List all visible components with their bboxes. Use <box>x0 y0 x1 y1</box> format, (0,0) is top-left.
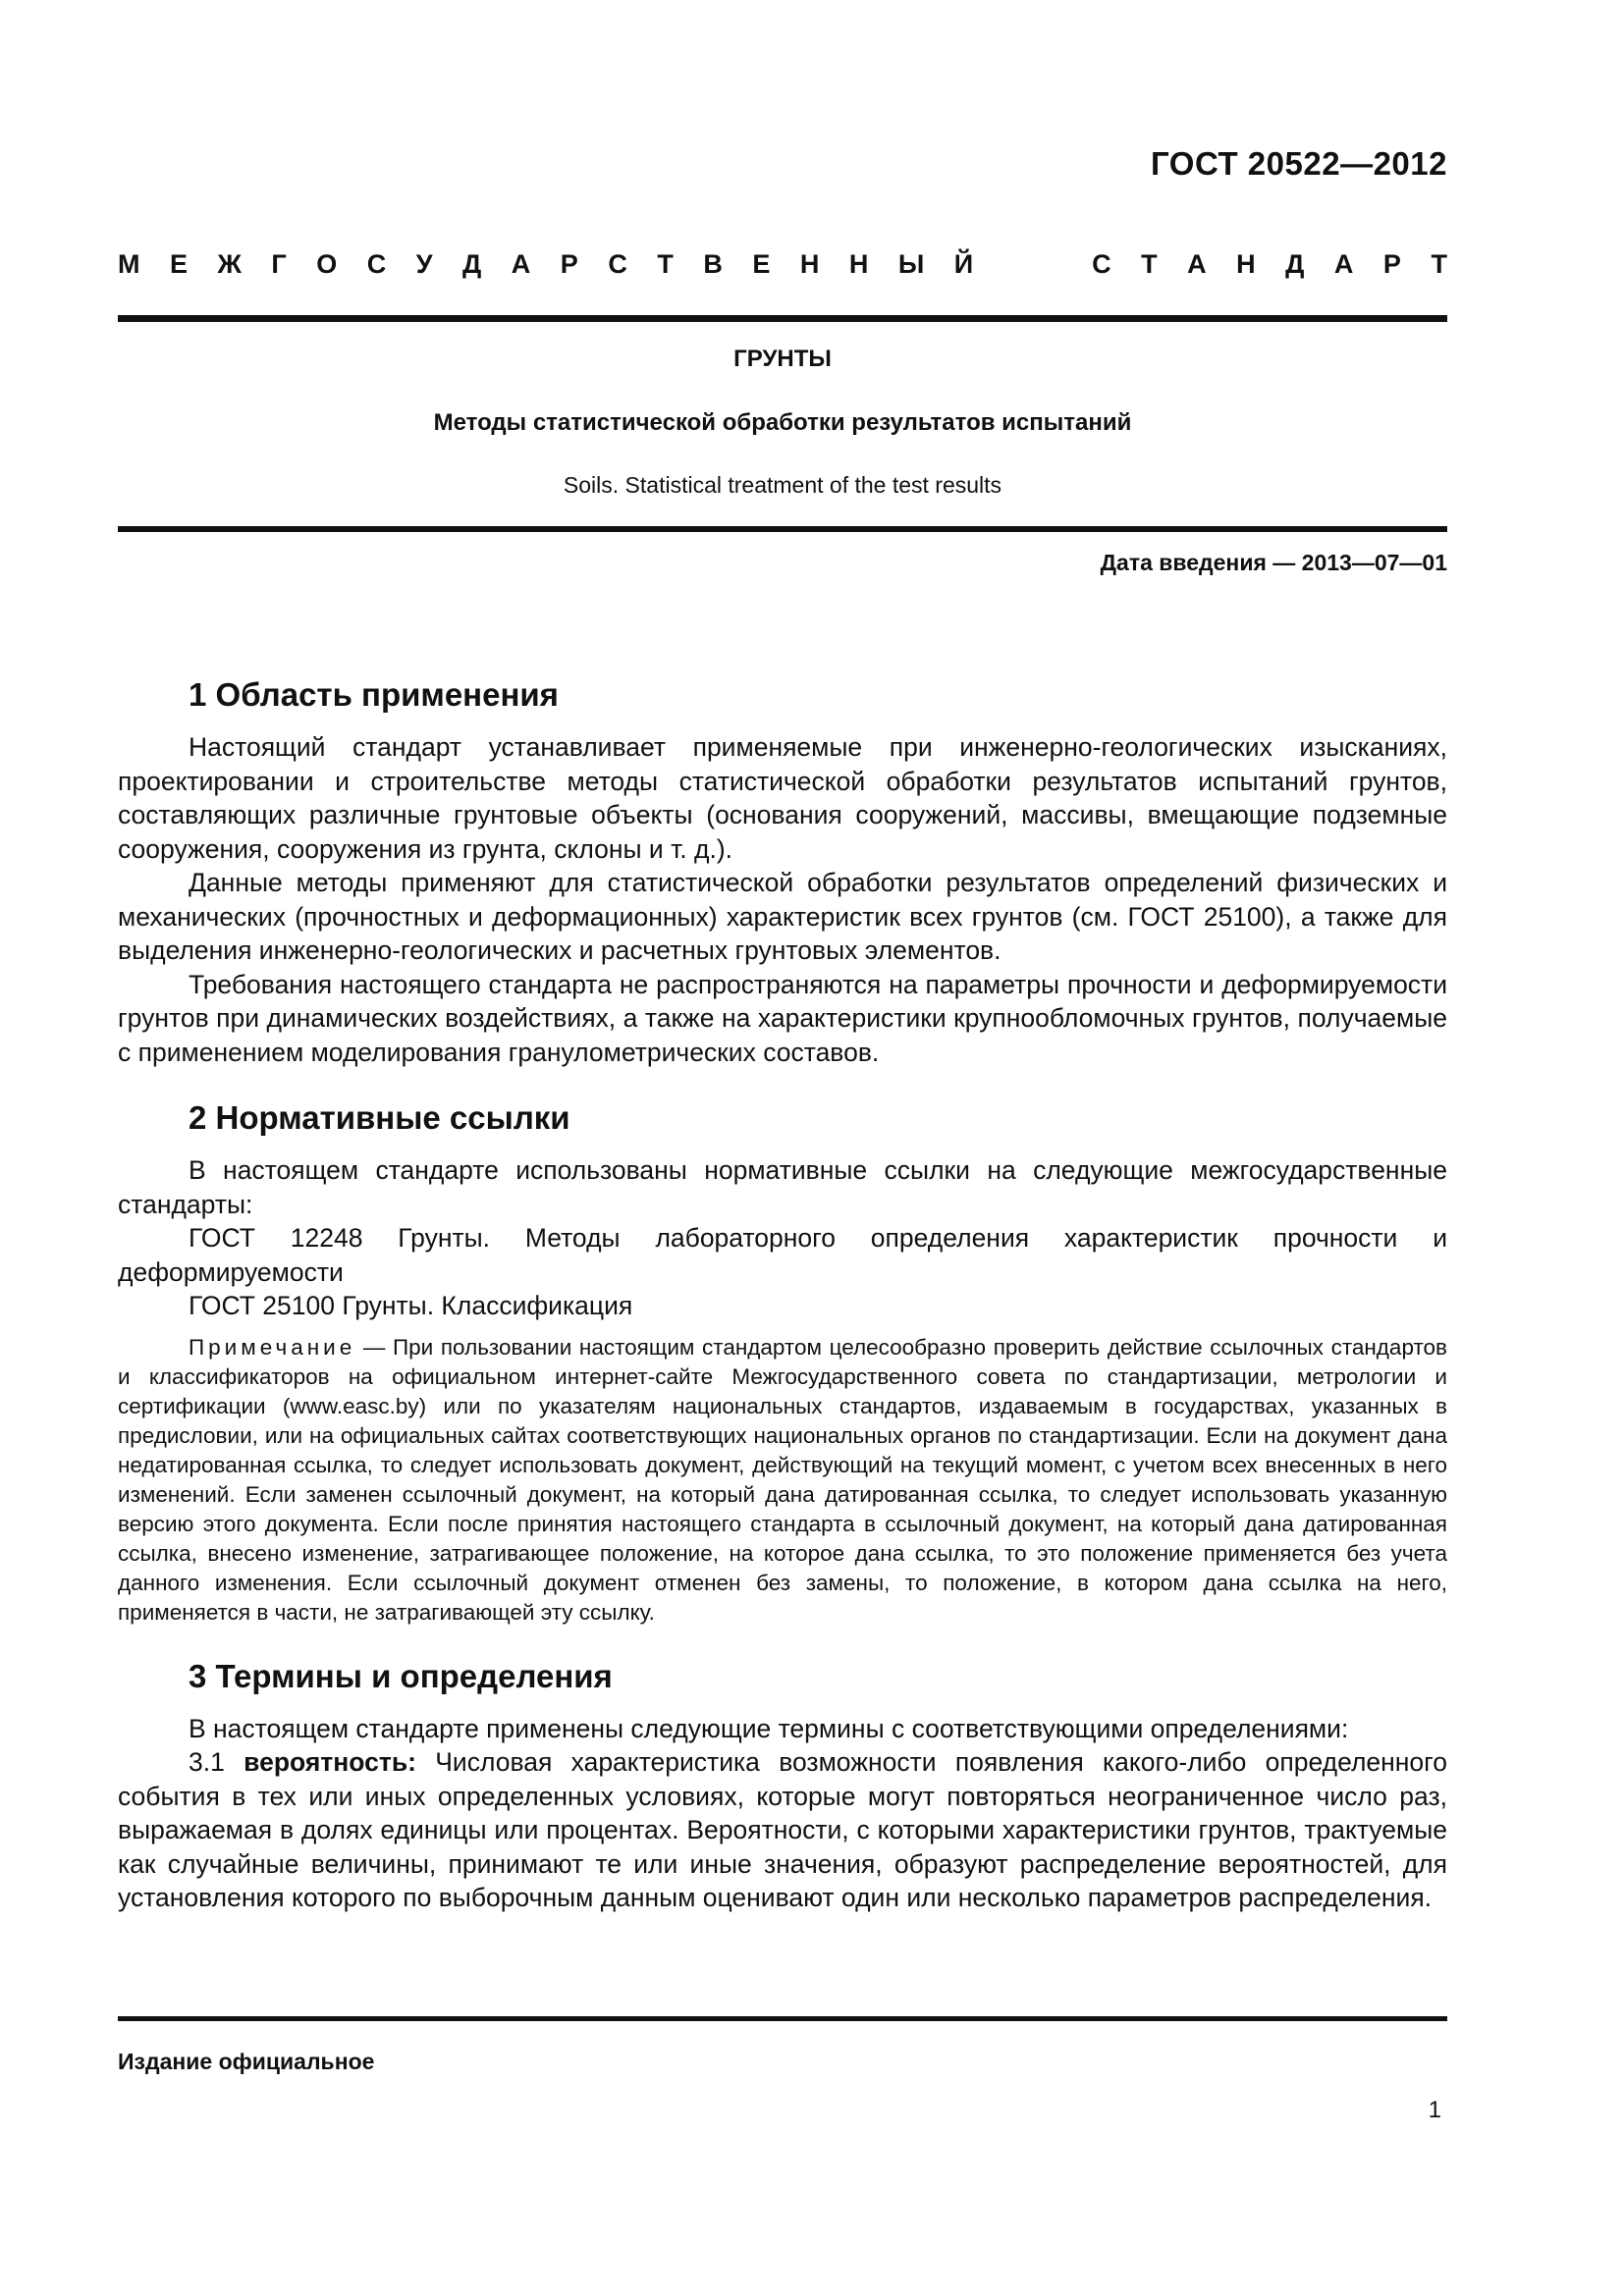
section-2 <box>118 1098 1447 1628</box>
top-rule <box>118 315 1447 322</box>
section-1-paragraph: Требования настоящего стандарта не распространяются на параметры прочности и деформируемости грунтов при динамических воздействиях, а также на характеристики крупнообломочных грунтов, получаемые с применением моделирования гранулометрических составов. <box>118 969 1447 1067</box>
document-code: ГОСТ 20522—2012 <box>1151 145 1447 182</box>
standard-type-gap <box>1003 249 1062 280</box>
document-body <box>118 675 1447 1915</box>
standard-type-letter: Т <box>657 249 674 279</box>
standard-type-letter: Т <box>1141 249 1158 279</box>
standard-type-letter: С <box>608 249 627 279</box>
term-definition <box>118 1745 1447 1915</box>
standard-type-line <box>118 249 1447 280</box>
section-1-paragraph: Настоящий стандарт устанавливает применяемые при инженерно-геологических изысканиях, проектировании и строительстве методы статистической обработки результатов испытаний грунтов, составляющих различные грунтовые объекты (основания сооружений, массивы, вмещающие подземные сооружения, сооружения из грунта, склоны и т. д.). <box>118 732 1447 864</box>
title-rule <box>118 526 1447 532</box>
note-label: Примечание <box>189 1334 356 1360</box>
standard-type-letter: А <box>1333 249 1354 279</box>
standard-type-letter: Т <box>1431 249 1447 279</box>
document-title: ГРУНТЫ <box>733 346 832 372</box>
section-1-paragraph: Данные методы применяют для статистической обработки результатов определений физических и механических (прочностных и деформационных) характеристик всех грунтов (см. ГОСТ 25100), а также для выделения инженерно-геологических и расчетных грунтовых элементов. <box>118 868 1447 965</box>
standard-type-letter: О <box>316 249 338 279</box>
edition-label: Издание официальное <box>118 2049 375 2074</box>
standard-type-letter: Д <box>1285 249 1305 279</box>
standard-type-letter: М <box>118 249 140 279</box>
term-number: 3.1 <box>189 1747 244 1777</box>
term-text: Числовая характеристика возможности появления какого-либо определенного события в тех или иных определенных условиях, которые могут повторяться неограниченное число раз, выражаемая в долях единицы или процентах. Вероятности, с которыми характеристики грунтов, трактуемые как случайные величины, принимают те или иные значения, образуют распределение вероятностей, для установления которого по выборочным данным оценивают один или несколько параметров распределения. <box>118 1747 1447 1912</box>
section-3-paragraph: В настоящем стандарте применены следующие термины с соответствующими определениями: <box>189 1713 1349 1743</box>
introduction-date: Дата введения — 2013—07—01 <box>1100 550 1447 575</box>
section-3 <box>118 1657 1447 1915</box>
section-1-heading: 1 Область применения <box>189 676 559 713</box>
reference-item: ГОСТ 25100 Грунты. Классификация <box>189 1291 633 1320</box>
standard-type-letter: Г <box>271 249 287 279</box>
standard-type-letter: А <box>1187 249 1207 279</box>
reference-item: ГОСТ 12248 Грунты. Методы лабораторного определения характеристик прочности и деформируемости <box>118 1223 1447 1287</box>
standard-type-letter: Ж <box>217 249 242 279</box>
document-subtitle: Методы статистической обработки результатов испытаний <box>433 409 1132 436</box>
section-2-heading: 2 Нормативные ссылки <box>189 1099 570 1136</box>
standard-type-letter: А <box>511 249 531 279</box>
page-number: 1 <box>1428 2097 1441 2123</box>
document-page <box>118 0 1447 2296</box>
standard-type-letter: Н <box>799 249 820 279</box>
standard-type-letter: В <box>703 249 723 279</box>
standard-type-letter: Р <box>560 249 578 279</box>
section-2-paragraph: В настоящем стандарте использованы нормативные ссылки на следующие межгосударственные стандарты: <box>118 1155 1447 1219</box>
standard-type-letter: С <box>366 249 387 279</box>
standard-type-letter: С <box>1092 249 1111 279</box>
note-text: — При пользовании настоящим стандартом целесообразно проверить действие ссылочных стандартов и классификаторов на официальном интернет-сайте Межгосударственного совета по стандартизации, метрологии и сертификации (www.easc.by) или по указателям национальных стандартов, издаваемым в государствах, указанных в предисловии, или на официальных сайтах соответствующих национальных органов по стандартизации. Если на документ дана недатированная ссылка, то следует использовать документ, действующий на текущий момент, с учетом всех внесенных в него изменений. Если заменен ссылочный документ, на который дана датированная ссылка, то следует использовать указанную версию этого документа. Если после принятия настоящего стандарта в ссылочный документ, на который дана датированная ссылка, внесено изменение, затрагивающее положение, на которое дана ссылка, то это положение применяется без учета данного изменения. Если ссылочный документ отменен без замены, то положение, в котором дана ссылка на него, применяется в части, не затрагивающей эту ссылку. <box>118 1334 1447 1625</box>
document-title-english: Soils. Statistical treatment of the test results <box>563 472 1002 498</box>
standard-type-letter: У <box>415 249 433 279</box>
standard-type-letter: Й <box>953 249 974 279</box>
standard-type-letter: Ы <box>897 249 925 279</box>
standard-type-letter: Н <box>1236 249 1256 279</box>
standard-type-letter: Е <box>752 249 771 279</box>
note <box>118 1333 1447 1628</box>
section-3-heading: 3 Термины и определения <box>189 1657 613 1694</box>
standard-type-letter: Е <box>170 249 189 279</box>
standard-type-letter: Р <box>1382 249 1401 279</box>
term-name: вероятность: <box>244 1747 416 1777</box>
standard-type-letter: Д <box>462 249 482 279</box>
bottom-rule <box>118 2016 1447 2021</box>
standard-type-letter: Н <box>848 249 869 279</box>
